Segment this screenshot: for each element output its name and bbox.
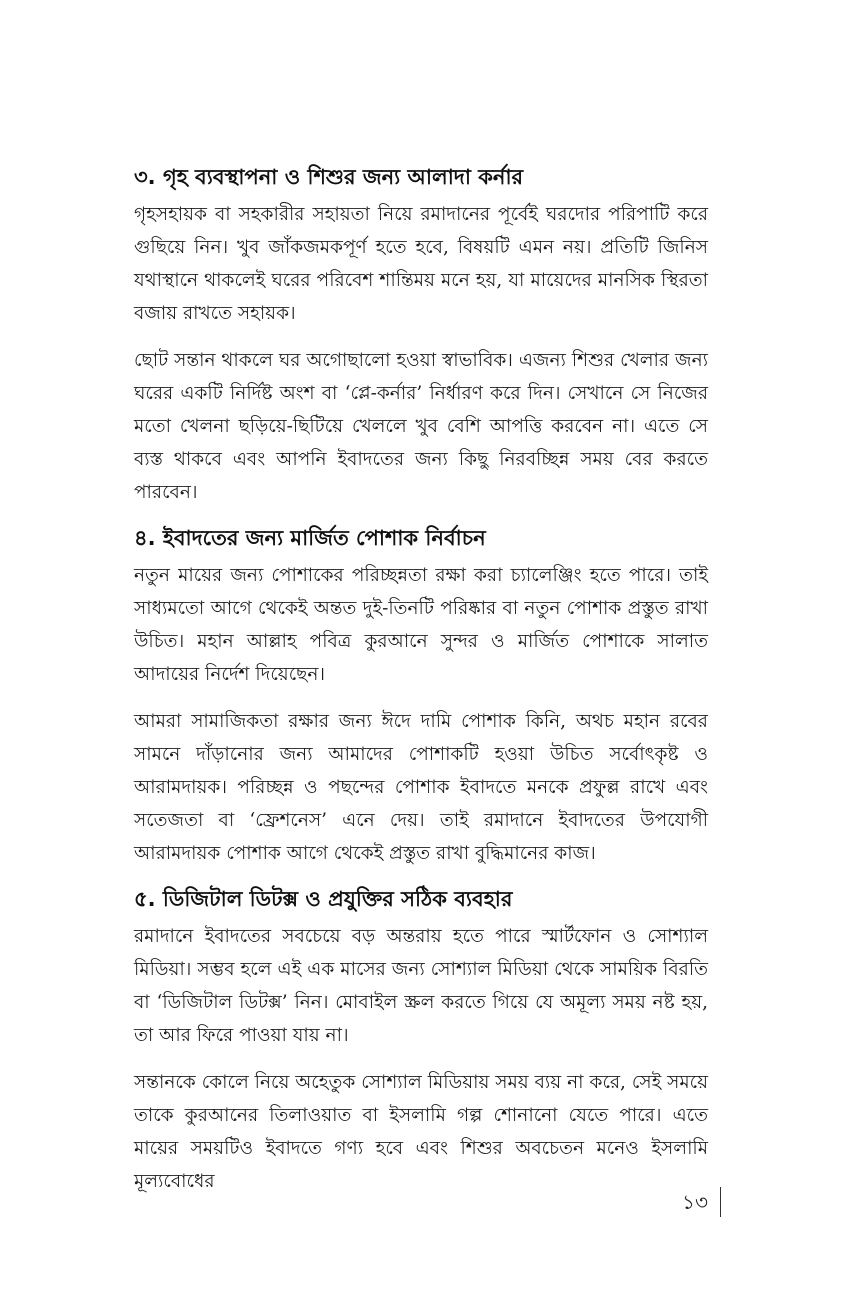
- paragraph: নতুন মায়ের জন্য পোশাকের পরিচ্ছন্নতা রক্ষা করা চ্যালেঞ্জিং হতে পারে। তাই সাধ্যমতো আগে থেকেই অন্তত দুই-তিনটি পরিষ্কার বা নতুন পোশাক প্রস্তুত রাখা উচিত। মহান আল্লাহ পবিত্র কুরআনে সুন্দর ও মার্জিত পোশাকে সালাত আদায়ের নির্দেশ দিয়েছেন।: [134, 565, 708, 685]
- paragraph: রমাদানে ইবাদতের সবচেয়ে বড় অন্তরায় হতে পারে স্মার্টফোন ও সোশ্যাল মিডিয়া। সম্ভব হলে এই এক মাসের জন্য সোশ্যাল মিডিয়া থেকে সাময়িক বিরতি বা ‘ডিজিটাল ডিটক্স’ নিন। মোবাইল স্ক্রল করতে গিয়ে যে অমূল্য সময় নষ্ট হয়, তা আর ফিরে পাওয়া যায় না।: [134, 926, 708, 1046]
- page-body: [134, 162, 708, 1212]
- paragraph: ছোট সন্তান থাকলে ঘর অগোছালো হওয়া স্বাভাবিক। এজন্য শিশুর খেলার জন্য ঘরের একটি নির্দিষ্ট অংশ বা ‘প্লে-কর্নার’ নির্ধারণ করে দিন। সেখানে সে নিজের মতো খেলনা ছড়িয়ে-ছিটিয়ে খেললে খুব বেশি আপত্তি করবেন না। এতে সে ব্যস্ত থাকবে এবং আপনি ইবাদতের জন্য কিছু নিরবচ্ছিন্ন সময় বের করতে পারবেন।: [134, 350, 708, 503]
- paragraph: গৃহসহায়ক বা সহকারীর সহায়তা নিয়ে রমাদানের পূর্বেই ঘরদোর পরিপাটি করে গুছিয়ে নিন। খুব জাঁকজমকপূর্ণ হতে হবে, বিষয়টি এমন নয়। প্রতিটি জিনিস যথাস্থানে থাকলেই ঘরের পরিবেশ শান্তিময় মনে হয়, যা মায়েদের মানসিক স্থিরতা বজায় রাখতে সহায়ক।: [134, 204, 708, 324]
- section-heading: ৩. গৃহ ব্যবস্থাপনা ও শিশুর জন্য আলাদা কর্নার: [134, 165, 524, 189]
- section-clothing: [134, 523, 708, 870]
- page-number: ১৩: [682, 1190, 708, 1214]
- paragraph: সন্তানকে কোলে নিয়ে অহেতুক সোশ্যাল মিডিয়ায় সময় ব্যয় না করে, সেই সময়ে তাকে কুরআনের তিলাওয়াত বা ইসলামি গল্প শোনানো যেতে পারে। এতে মায়ের সময়টিও ইবাদতে গণ্য হবে এবং শিশুর অবচেতন মনেও ইসলামি মূল্যবোধের: [134, 1072, 708, 1192]
- section-heading: ৫. ডিজিটাল ডিটক্স ও প্রযুক্তির সঠিক ব্যবহার: [134, 887, 513, 911]
- section-heading: ৪. ইবাদতের জন্য মার্জিত পোশাক নির্বাচন: [134, 526, 486, 550]
- page-number-divider: [720, 1187, 721, 1217]
- page-footer: [682, 1187, 721, 1217]
- section-digital-detox: [134, 884, 708, 1198]
- section-home-management: [134, 162, 708, 509]
- paragraph: আমরা সামাজিকতা রক্ষার জন্য ঈদে দামি পোশাক কিনি, অথচ মহান রবের সামনে দাঁড়ানোর জন্য আমাদের পোশাকটি হওয়া উচিত সর্বোৎকৃষ্ট ও আরামদায়ক। পরিচ্ছন্ন ও পছন্দের পোশাক ইবাদতে মনকে প্রফুল্ল রাখে এবং সতেজতা বা ‘ফ্রেশনেস’ এনে দেয়। তাই রমাদানে ইবাদতের উপযোগী আরামদায়ক পোশাক আগে থেকেই প্রস্তুত রাখা বুদ্ধিমানের কাজ।: [134, 711, 708, 864]
